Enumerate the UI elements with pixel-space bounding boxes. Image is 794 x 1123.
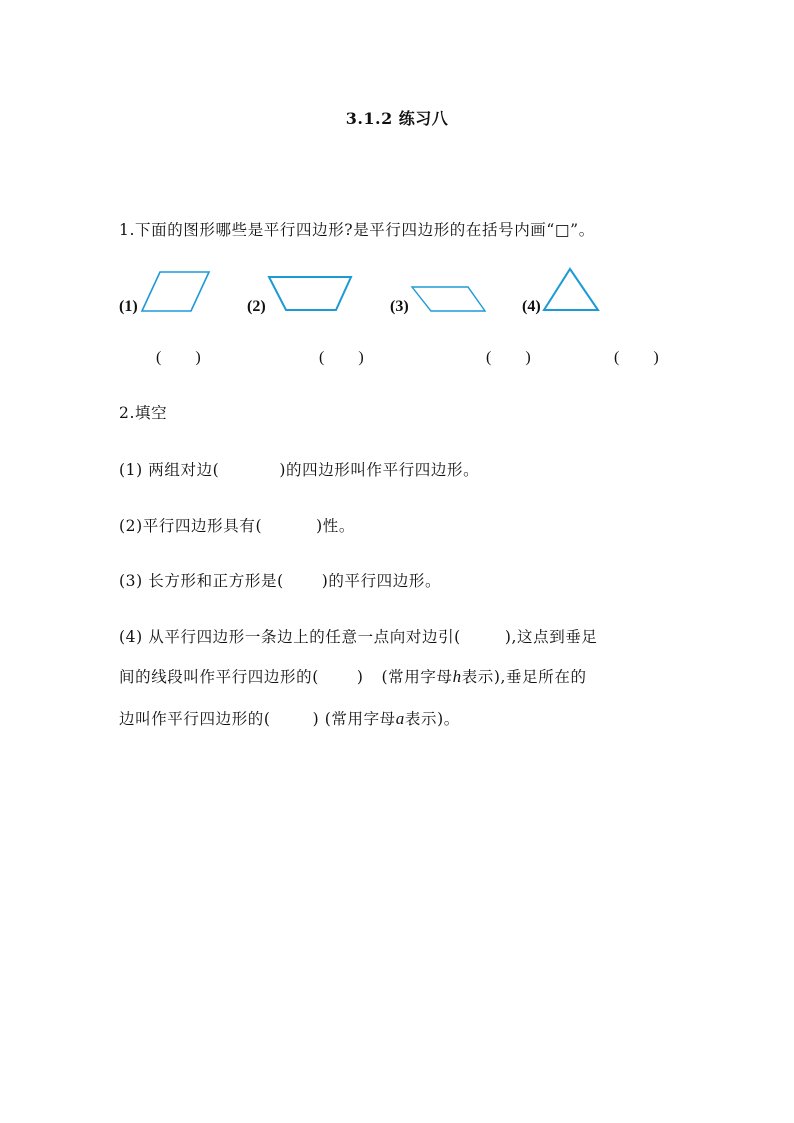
fill-item-4-l3-before: 边叫作平行四边形的( (119, 710, 271, 728)
shape-2-trapezoid (266, 274, 354, 314)
paren-close: ) (653, 349, 659, 366)
question-2-heading: 2.填空 (119, 404, 168, 422)
paren-open: ( (614, 349, 620, 366)
figure-label-2: (2) (247, 298, 266, 315)
figure-label-4: (4) (522, 298, 541, 315)
shape-4-triangle (541, 266, 601, 314)
fill-item-2-after: )性。 (316, 517, 355, 535)
variable-h: h (452, 667, 462, 686)
answer-paren-2[interactable] (319, 349, 364, 367)
fill-item-1 (119, 458, 479, 480)
fill-item-2 (119, 514, 355, 536)
shape-1-parallelogram (140, 270, 212, 314)
figure-label-3: (3) (390, 298, 409, 315)
fill-item-4-line-2 (119, 665, 587, 687)
fill-item-4-l3-note: ) (常用字母 (312, 710, 396, 728)
variable-a: a (395, 709, 405, 728)
fill-item-4-l2-close: ) (356, 668, 364, 686)
fill-item-2-before: (2)平行四边形具有( (119, 517, 263, 535)
fill-item-4-line-1 (119, 625, 598, 647)
fill-item-4-l2-before: 间的线段叫作平行四边形的( (119, 668, 319, 686)
fill-item-3-after: )的平行四边形。 (321, 572, 442, 590)
figure-label-1: (1) (119, 298, 138, 315)
answer-paren-3[interactable] (486, 349, 531, 367)
answer-paren-4[interactable] (614, 349, 659, 367)
paren-open: ( (156, 349, 162, 366)
fill-item-1-before: (1) 两组对边( (119, 461, 220, 479)
answer-paren-1[interactable] (156, 349, 201, 367)
shape-3-parallelogram (410, 284, 488, 314)
paren-close: ) (525, 349, 531, 366)
fill-item-3 (119, 569, 441, 591)
fill-item-1-after: )的四边形叫作平行四边形。 (279, 461, 480, 479)
paren-close: ) (195, 349, 201, 366)
fill-item-4-l2-after: 表示),垂足所在的 (461, 668, 587, 686)
fill-item-4-l1-before: (4) 从平行四边形一条边上的任意一点向对边引( (119, 628, 461, 646)
fill-item-4-l2-note: (常用字母 (381, 668, 453, 686)
paren-close: ) (358, 349, 364, 366)
page-title: 3.1.2 练习八 (345, 109, 449, 128)
fill-item-4-line-3 (119, 707, 460, 729)
question-1-text: 1.下面的图形哪些是平行四边形?是平行四边形的在括号内画“□”。 (119, 221, 595, 239)
fill-item-3-before: (3) 长方形和正方形是( (119, 572, 284, 590)
paren-open: ( (486, 349, 492, 366)
fill-item-4-l3-after: 表示)。 (404, 710, 460, 728)
paren-open: ( (319, 349, 325, 366)
fill-item-4-l1-after: ),这点到垂足 (504, 628, 598, 646)
